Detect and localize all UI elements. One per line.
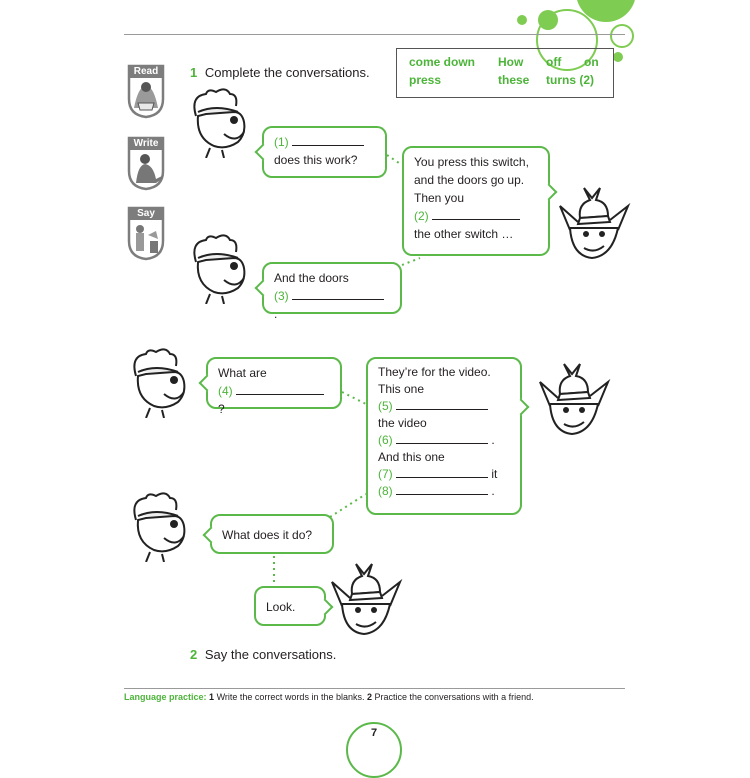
goblin-character-icon [328,560,404,642]
blank-number: (2) [414,209,429,223]
exercise-2-heading [190,647,336,662]
word-box-item: on [584,55,599,69]
blank-number: (8) [378,484,393,498]
boy-character-icon [126,490,192,562]
badge-label: Say [137,208,155,219]
answer-blank[interactable] [396,398,488,410]
footer-note [124,692,534,702]
blank-number: (4) [218,384,233,398]
bubble-text: . [274,307,278,321]
page-number: 7 [370,727,378,739]
exercise-number: 1 [190,65,198,80]
speech-bubble [402,146,550,256]
speech-bubble [262,262,402,321]
bubble-text: and the doors go up. [414,173,525,187]
bubble-text: the video [378,416,427,430]
boy-character-icon [186,86,252,158]
bubble-text: And the doors [274,271,349,285]
bubble-text: . [491,433,495,447]
bubble-text: What are [218,366,267,380]
answer-blank[interactable] [432,208,520,220]
footer-step-number: 2 [367,692,373,702]
footer-step-number: 1 [209,692,215,702]
blank-number: (7) [378,467,393,481]
bubble-text: And this one [378,450,445,464]
answer-blank[interactable] [396,466,488,478]
blank-number: (3) [274,289,289,303]
badge-label: Read [133,66,159,77]
word-box-item: these [498,73,530,87]
bubble-text: Look. [266,600,296,614]
page-number-circle [346,722,402,778]
speech-bubble [206,357,342,416]
bubble-text: does this work? [274,153,358,167]
bottom-rule [124,688,625,689]
bubble-text: ? [218,402,225,416]
speech-bubble [210,514,334,554]
bubble-text: the other switch … [414,227,514,241]
word-box-item: come down [409,55,476,69]
answer-blank[interactable] [236,383,324,395]
footer-step-text: Practice the conversations with a friend. [374,692,534,702]
footer-label: Language practice: [124,692,207,702]
goblin-character-icon [536,360,612,442]
boy-character-icon [126,346,192,418]
bubble-text: Then you [414,191,465,205]
bubble-text: They’re for the video. [378,365,491,379]
answer-blank[interactable] [292,288,384,300]
speech-bubble [254,586,326,626]
exercise-instruction: Complete the conversations. [204,65,370,80]
goblin-character-icon [556,184,632,266]
bubble-text: What does it do? [222,528,313,542]
bubble-text: it [491,467,498,481]
blank-number: (1) [274,135,289,149]
badge-label: Write [133,138,159,149]
speech-bubble [262,126,387,178]
bubble-text: This one [378,382,425,396]
blank-number: (5) [378,399,393,413]
blank-number: (6) [378,433,393,447]
footer-step-text: Write the correct words in the blanks. [216,692,365,702]
bubble-text: You press this switch, [414,155,529,169]
exercise-instruction: Say the conversations. [204,647,337,662]
bubble-text: . [491,484,495,498]
word-box-item: off [546,55,562,69]
word-box-item: How [498,55,524,69]
word-box-item: press [409,73,442,87]
speech-bubble [366,357,522,515]
answer-blank[interactable] [292,134,364,146]
boy-character-icon [186,232,252,304]
word-box-item: turns (2) [546,73,594,87]
answer-blank[interactable] [396,483,488,495]
answer-blank[interactable] [396,432,488,444]
exercise-number: 2 [190,647,198,662]
